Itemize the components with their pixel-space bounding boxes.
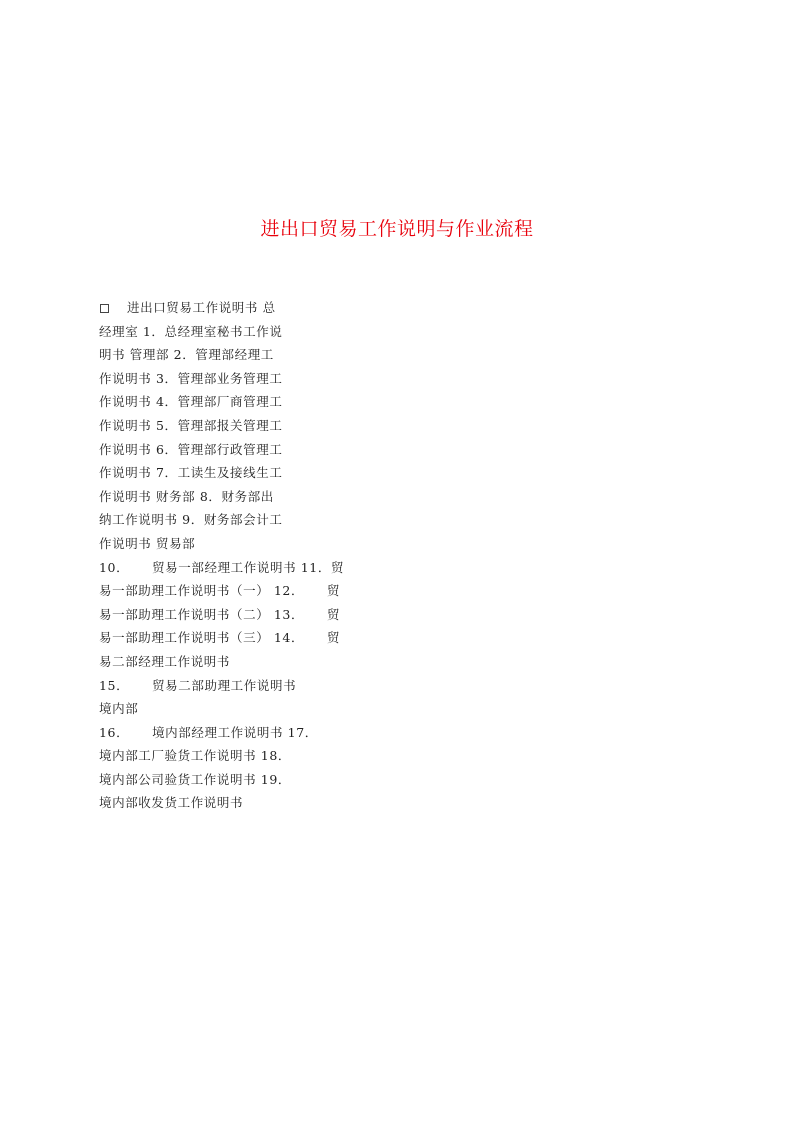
text-line: 境内部 (99, 701, 139, 717)
text-line: 作说明书 5．管理部报关管理工 (99, 417, 283, 433)
text-line: 16． 境内部经理工作说明书 17． (99, 724, 318, 740)
text-line: 境内部公司验货工作说明书 19． (99, 771, 291, 787)
text-line: 10． 贸易一部经理工作说明书 11．贸 (99, 559, 345, 575)
text-line-content: 进出口贸易工作说明书 总 (127, 300, 276, 315)
document-title: 进出口贸易工作说明与作业流程 (260, 218, 534, 240)
text-line: 15． 贸易二部助理工作说明书 (99, 677, 297, 693)
text-line: 境内部工厂验货工作说明书 18． (99, 748, 291, 764)
text-line: 明书 管理部 2．管理部经理工 (99, 347, 274, 363)
text-line: 作说明书 贸易部 (99, 535, 196, 551)
text-line (99, 296, 399, 320)
text-line: 易一部助理工作说明书（一） 12． 贸 (99, 583, 341, 599)
document-body (99, 296, 399, 815)
text-line: 易二部经理工作说明书 (99, 653, 231, 669)
text-line: 作说明书 7．工读生及接线生工 (99, 465, 283, 481)
checkbox-icon (100, 304, 109, 313)
text-line: 作说明书 3．管理部业务管理工 (99, 370, 283, 386)
text-line: 易一部助理工作说明书（三） 14． 贸 (99, 630, 341, 646)
text-line: 作说明书 4．管理部厂商管理工 (99, 394, 283, 410)
text-line: 作说明书 财务部 8．财务部出 (99, 488, 274, 504)
text-line: 易一部助理工作说明书（二） 13． 贸 (99, 606, 341, 622)
text-line: 纳工作说明书 9．财务部会计工 (99, 512, 283, 528)
text-line: 经理室 1．总经理室秘书工作说 (99, 323, 283, 339)
text-line: 作说明书 6．管理部行政管理工 (99, 441, 283, 457)
text-line: 境内部收发货工作说明书 (99, 795, 244, 811)
